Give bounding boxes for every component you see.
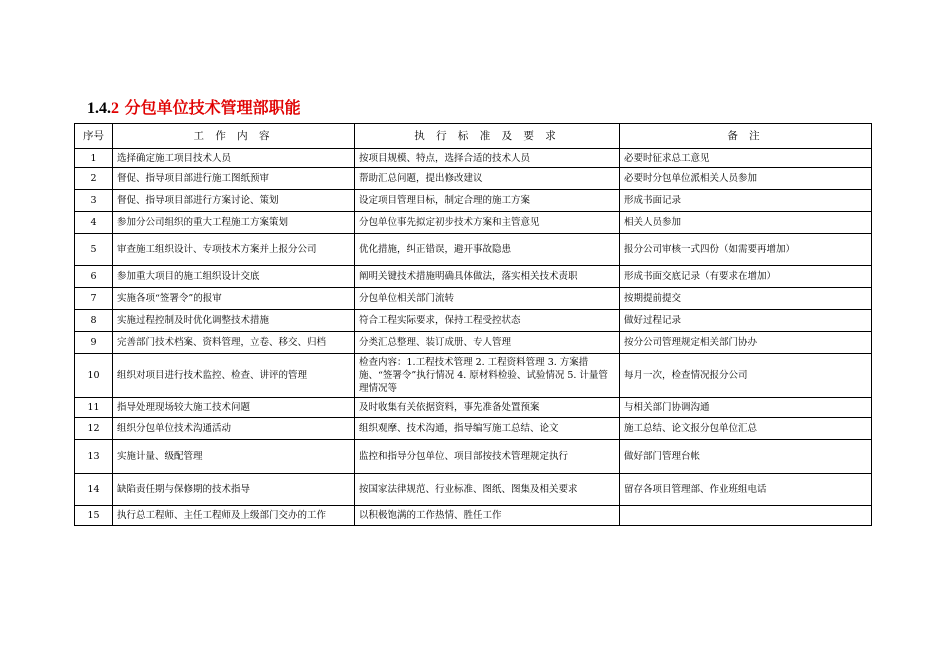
- cell-work: 组织对项目进行技术监控、检查、讲评的管理: [113, 354, 355, 398]
- table-row: [75, 398, 872, 418]
- cell-work: 审查施工组织设计、专项技术方案并上报分公司: [113, 234, 355, 266]
- header-standard: 执 行 标 准 及 要 求: [355, 124, 620, 149]
- cell-index: 7: [75, 288, 113, 310]
- cell-standard: 设定项目管理目标，制定合理的施工方案: [355, 190, 620, 212]
- duties-table: [74, 123, 872, 526]
- cell-standard: 及时收集有关依据资料，事先准备处置预案: [355, 398, 620, 418]
- cell-note: 相关人员参加: [620, 212, 872, 234]
- cell-note: 做好部门管理台帐: [620, 440, 872, 474]
- cell-note: 做好过程记录: [620, 310, 872, 332]
- cell-standard: 阐明关键技术措施明确具体做法，落实相关技术责职: [355, 266, 620, 288]
- cell-standard: 分包单位相关部门流转: [355, 288, 620, 310]
- cell-standard: 以积极饱满的工作热情、胜任工作: [355, 506, 620, 526]
- cell-index: 6: [75, 266, 113, 288]
- section-number: 2: [111, 100, 119, 117]
- cell-note: 每月一次，检查情况报分公司: [620, 354, 872, 398]
- table-row: [75, 234, 872, 266]
- cell-work: 组织分包单位技术沟通活动: [113, 418, 355, 440]
- cell-index: 5: [75, 234, 113, 266]
- cell-index: 9: [75, 332, 113, 354]
- header-note: 备 注: [620, 124, 872, 149]
- cell-work: 督促、指导项目部进行方案讨论、策划: [113, 190, 355, 212]
- cell-work: 参加分公司组织的重大工程施工方案策划: [113, 212, 355, 234]
- section-heading: [87, 95, 301, 118]
- cell-index: 8: [75, 310, 113, 332]
- cell-note: 形成书面交底记录（有要求在增加）: [620, 266, 872, 288]
- cell-index: 1: [75, 149, 113, 168]
- table-row: [75, 506, 872, 526]
- cell-note: 施工总结、论文报分包单位汇总: [620, 418, 872, 440]
- cell-index: 4: [75, 212, 113, 234]
- table-row: [75, 288, 872, 310]
- cell-work: 参加重大项目的施工组织设计交底: [113, 266, 355, 288]
- cell-standard: 组织观摩、技术沟通，指导编写施工总结、论文: [355, 418, 620, 440]
- cell-work: 缺陷责任期与保修期的技术指导: [113, 474, 355, 506]
- cell-work: 选择确定施工项目技术人员: [113, 149, 355, 168]
- cell-note: 与相关部门协调沟通: [620, 398, 872, 418]
- cell-index: 14: [75, 474, 113, 506]
- cell-standard: 分类汇总整理、装订成册、专人管理: [355, 332, 620, 354]
- table-row: [75, 190, 872, 212]
- table-row: [75, 354, 872, 398]
- cell-standard: 按国家法律规范、行业标准、图纸、图集及相关要求: [355, 474, 620, 506]
- cell-note: 按期提前提交: [620, 288, 872, 310]
- section-title: 分包单位技术管理部职能: [124, 98, 301, 117]
- cell-note: 留存各项目管理部、作业班组电话: [620, 474, 872, 506]
- cell-standard: 监控和指导分包单位、项目部按技术管理规定执行: [355, 440, 620, 474]
- cell-note: 形成书面记录: [620, 190, 872, 212]
- cell-index: 3: [75, 190, 113, 212]
- cell-note: 按分公司管理规定相关部门协办: [620, 332, 872, 354]
- cell-note: 报分公司审核一式四份（如需要再增加）: [620, 234, 872, 266]
- cell-standard: 符合工程实际要求，保持工程受控状态: [355, 310, 620, 332]
- cell-standard: 帮助汇总问题，提出修改建议: [355, 168, 620, 190]
- cell-note: [620, 506, 872, 526]
- section-number-prefix: 1.4.: [87, 100, 111, 117]
- header-index: 序号: [75, 124, 113, 149]
- cell-note: 必要时征求总工意见: [620, 149, 872, 168]
- cell-standard: 优化措施，纠正错误，避开事故隐患: [355, 234, 620, 266]
- cell-index: 15: [75, 506, 113, 526]
- table-row: [75, 168, 872, 190]
- table-row: [75, 212, 872, 234]
- table-row: [75, 266, 872, 288]
- cell-index: 10: [75, 354, 113, 398]
- cell-work: 完善部门技术档案、资料管理，立卷、移交、归档: [113, 332, 355, 354]
- cell-standard: 分包单位事先拟定初步技术方案和主管意见: [355, 212, 620, 234]
- cell-standard: 按项目规模、特点，选择合适的技术人员: [355, 149, 620, 168]
- cell-work: 实施过程控制及时优化调整技术措施: [113, 310, 355, 332]
- cell-work: 指导处理现场较大施工技术问题: [113, 398, 355, 418]
- cell-work: 执行总工程师、主任工程师及上级部门交办的工作: [113, 506, 355, 526]
- cell-index: 13: [75, 440, 113, 474]
- table-row: [75, 310, 872, 332]
- cell-standard: 检查内容：1.工程技术管理 2. 工程资料管理 3. 方案措施、“签署令”执行情况 4. 原材料检验、试验情况 5. 计量管理情况等: [355, 354, 620, 398]
- table-row: [75, 149, 872, 168]
- cell-work: 实施各项“签署令”的报审: [113, 288, 355, 310]
- table-header-row: [75, 124, 872, 149]
- table-row: [75, 418, 872, 440]
- cell-index: 2: [75, 168, 113, 190]
- table-row: [75, 474, 872, 506]
- cell-index: 12: [75, 418, 113, 440]
- cell-index: 11: [75, 398, 113, 418]
- table-row: [75, 440, 872, 474]
- table-row: [75, 332, 872, 354]
- cell-work: 督促、指导项目部进行施工图纸预审: [113, 168, 355, 190]
- cell-work: 实施计量、级配管理: [113, 440, 355, 474]
- cell-note: 必要时分包单位派相关人员参加: [620, 168, 872, 190]
- header-work: 工 作 内 容: [113, 124, 355, 149]
